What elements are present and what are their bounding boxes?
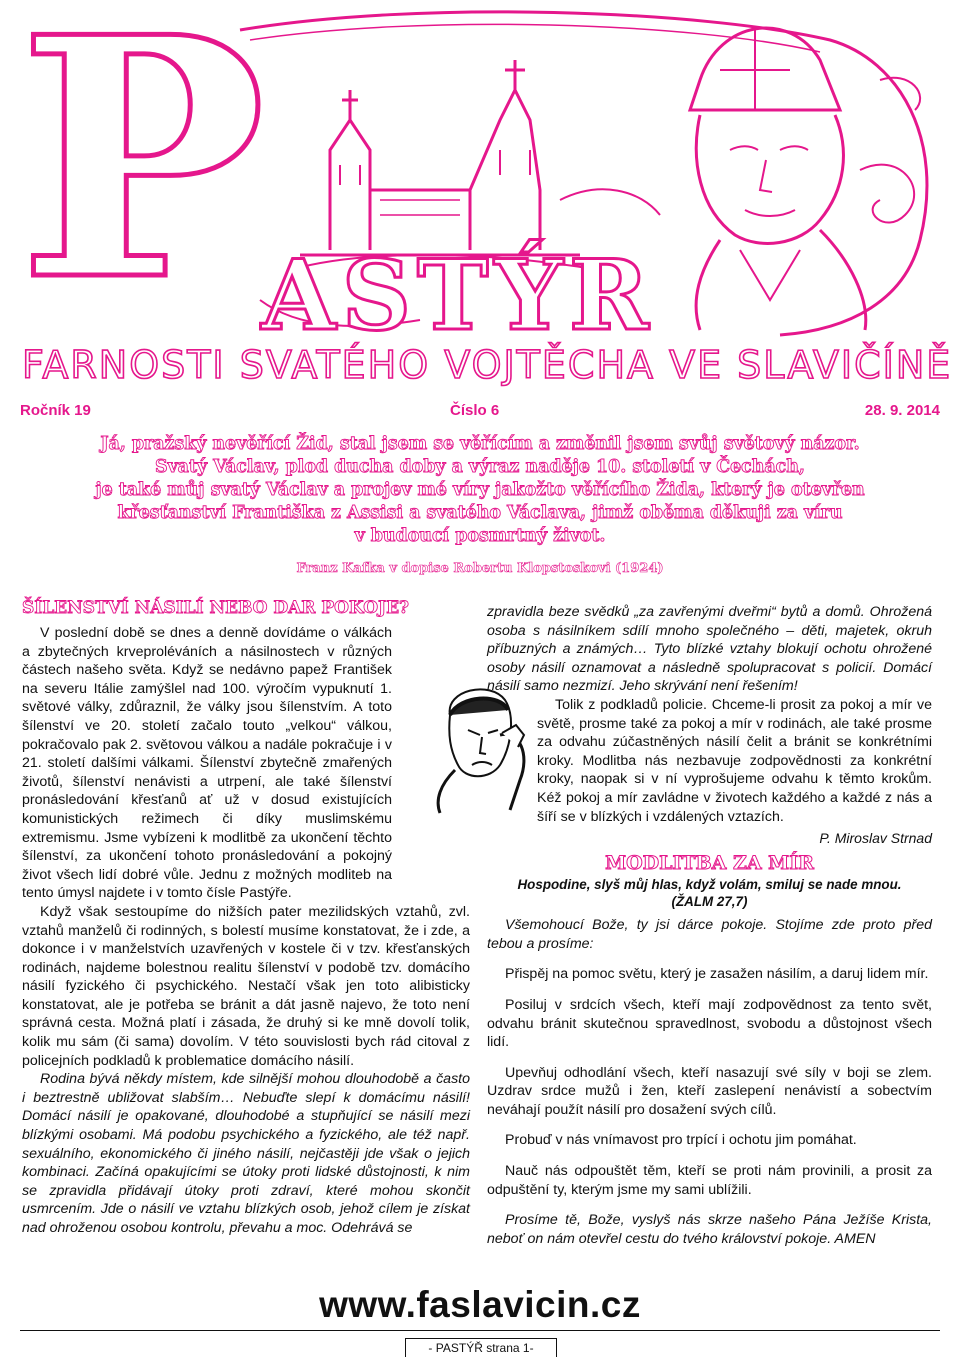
article-paragraph: Tolik z podkladů policie. Chceme-li prosit za pokoj a mír ve světě, prosme také za pokoj a mír v rodinách, ale také prosme za odvahu zúčastněných násilí čelit a bránit se konkrétními kroky. Modlitba nás nezbavuje zodpovědnosti za konkrétní kroky, naopak si v ní vyprošujeme odvahu k těmto krokům. Kéž pokoj a mír zavládne v životech každého a každé z nás a šíří se v blízkých i vzdálených vztazích. — [537, 696, 932, 825]
prayer-paragraph: Přispěj na pomoc světu, který je zasažen násilím, a daruj lidem mír. — [505, 966, 929, 983]
quote-line: v budoucí posmrtný život. — [354, 526, 606, 546]
masthead-title: ASTÝR — [261, 239, 655, 352]
left-column — [22, 598, 470, 1238]
quote-line: je také můj svatý Václav a projev mé víry jakožto věřícího Žida, který je otevřen — [95, 480, 865, 500]
quote-author: Franz Kafka v dopise Robertu Klopstoskovi (1924) — [296, 561, 664, 576]
quote-line: Svatý Václav, plod ducha doby a výraz naděje 10. století v Čechách, — [155, 457, 805, 477]
article-title: ŠÍLENSTVÍ NÁSILÍ NEBO DAR POKOJE? — [22, 598, 410, 618]
parish-subtitle: FARNOSTI SVATÉHO VOJTĚCHA VE SLAVIČÍNĚ — [22, 343, 953, 387]
prayer-paragraph-italic: Prosíme tě, Bože, vyslyš nás skrze našeho Pána Ježíše Krista, neboť on nám otevřel cestu do tvého království pokoje. AMEN — [487, 1212, 932, 1247]
article-paragraph-italic: zpravidla beze svědků „za zavřenými dveřmi“ bytů a domů. Ohrožená osoba s násilníkem sdílí mnoho společného – děti, majetek, okruh příbuzných a známých… Tyto blízké vztahy blokují ochotu ohrožené osoby násilí oznamovat a následně spolupracovat s policií. Domácí násilí samo nezmizí. Jeho skrývání není řešením! — [487, 604, 932, 695]
prayer-subtitle: Hospodine, slyš můj hlas, když volám, smiluj se nade mnou. — [517, 877, 902, 893]
prayer-title: MODLITBA ZA MÍR — [605, 852, 814, 875]
prayer-paragraph: Posiluj v srdcích všech, kteří mají zodpovědnost za tento svět, odvahu bránit skutečnou spravedlnost, svobodu a důstojnost všech lidí. — [487, 996, 932, 1051]
issue-number: Číslo 6 — [450, 402, 500, 419]
footer-divider — [20, 1330, 940, 1331]
masthead — [0, 0, 960, 353]
prayer-psalm-reference: (ŽALM 27,7) — [671, 894, 748, 910]
issue-info-row — [20, 402, 940, 422]
kafka-quote — [0, 433, 960, 548]
quote-line: Já, pražský nevěřící Žid, stal jsem se věřícím a změnil jsem svůj světový názor. — [100, 434, 860, 454]
prayer-paragraph: Upevňuj odhodlání všech, kteří nasazují své síly v boji se zlem. Uzdrav srdce mužů i žen, kteří zaslepení nenávistí a sobectvím neváhají použít násilí pro dosažení svých cílů. — [487, 1064, 932, 1118]
right-column — [487, 603, 932, 1248]
article-paragraph: Když však sestoupíme do nižších pater mezilidských vztahů, zvl. vztahů manželů či rodinných, s bolestí musíme konstatovat, že i zde, a dokonce i v manželstvích uzavřených v kostele či v tzv. křesťanských rodinách, najdeme bolestnou realitu šílenství v podobě tzv. domácího násilí fyzického či psychického. Nestačí však jen toto alibisticky konstatovat, ale je potřeba se bránit a dát jasně najevo, že toto není správná cesta. Možná platí i zásada, že druhý si ke mně dovolí tolik, kolik mu sám (či sama) dovolím. V této souvislosti bych rád citoval z policejních podkladů k problematice domácího násilí. — [22, 903, 470, 1069]
masthead-big-letter: P — [18, 0, 267, 353]
page-number: - PASTÝŘ strana 1- — [405, 1338, 557, 1357]
issue-volume: Ročník 19 — [20, 402, 91, 419]
website-url[interactable]: www.faslavicin.cz — [319, 1284, 641, 1325]
quote-line: křesťanství Františka z Assisi a svatého Václava, jimž oběma děkuji za víru — [117, 503, 843, 523]
issue-date: 28. 9. 2014 — [864, 402, 940, 419]
article-paragraph-italic: Rodina bývá někdy místem, kde silnější mohou dlouhodobě a často i beztrestně ubližovat slabším… Nebuďte slepí k domácímu násilí! Domácí násilí je opakované, dlouhodobé a stupňující se násilí mezi blízkými osobami. Má podobu psychického a fyzického, ale též např. sexuálního, ekonomického či jiného násilí, nejčastěji jde však o jejich kombinaci. Začíná opakujícími se útoky proti lidské důstojnosti, k nim se zpravidla přidávají útoky proti zdraví, které mohou skončit usmrcením. Jde o násilí ve vztahu blízkých osob, jehož cílem je získat nad ohroženou osobou kontrolu, převahu a moc. Odehrává se — [22, 1071, 470, 1236]
prayer-paragraph: Nauč nás odpouštět těm, kteří se proti nám provinili, a prosit za odpuštění ty, kterým jsme my sami ublížili. — [487, 1163, 932, 1198]
prayer-paragraph: Probuď v nás vnímavost pro trpící i ochotu jim pomáhat. — [505, 1132, 857, 1149]
prayer-paragraph-italic: Všemohoucí Bože, ty jsi dárce pokoje. Stojíme zde proto před tebou a prosíme: — [487, 917, 932, 952]
author-signature: P. Miroslav Strnad — [819, 830, 932, 847]
article-paragraph: V poslední době se dnes a denně dovídáme o válkách a zbytečných krveproléváních a násilnostech v různých částech našeho světa. Když se nedávno papež František na severu Itálie zamýšlel nad 100. výročím vypuknutí 1. světové války, zdůraznil, že války jsou šílenstvím. A toto šílenství ve 20. století začalo touto „velkou“ válkou, pokračovalo pak 2. světovou válkou a nadále pokračuje i v 21. století dalšími válkami. Šílenství zbytečně zmařených životů, šílenství nenávisti a utrpení, ale také šílenství pronásledování křesťanů ať už v dosud existujících komunistických režimech či díky muslimskému extremismu. Jsme vybízeni k modlitbě za ukončení těchto šílenství, za ukončení tohoto pronásledování a pokojný život všech lidí dobré vůle. Jednu z možných modliteb na tento úmysl najdete i v tomto čísle Pastýře. — [22, 625, 392, 902]
